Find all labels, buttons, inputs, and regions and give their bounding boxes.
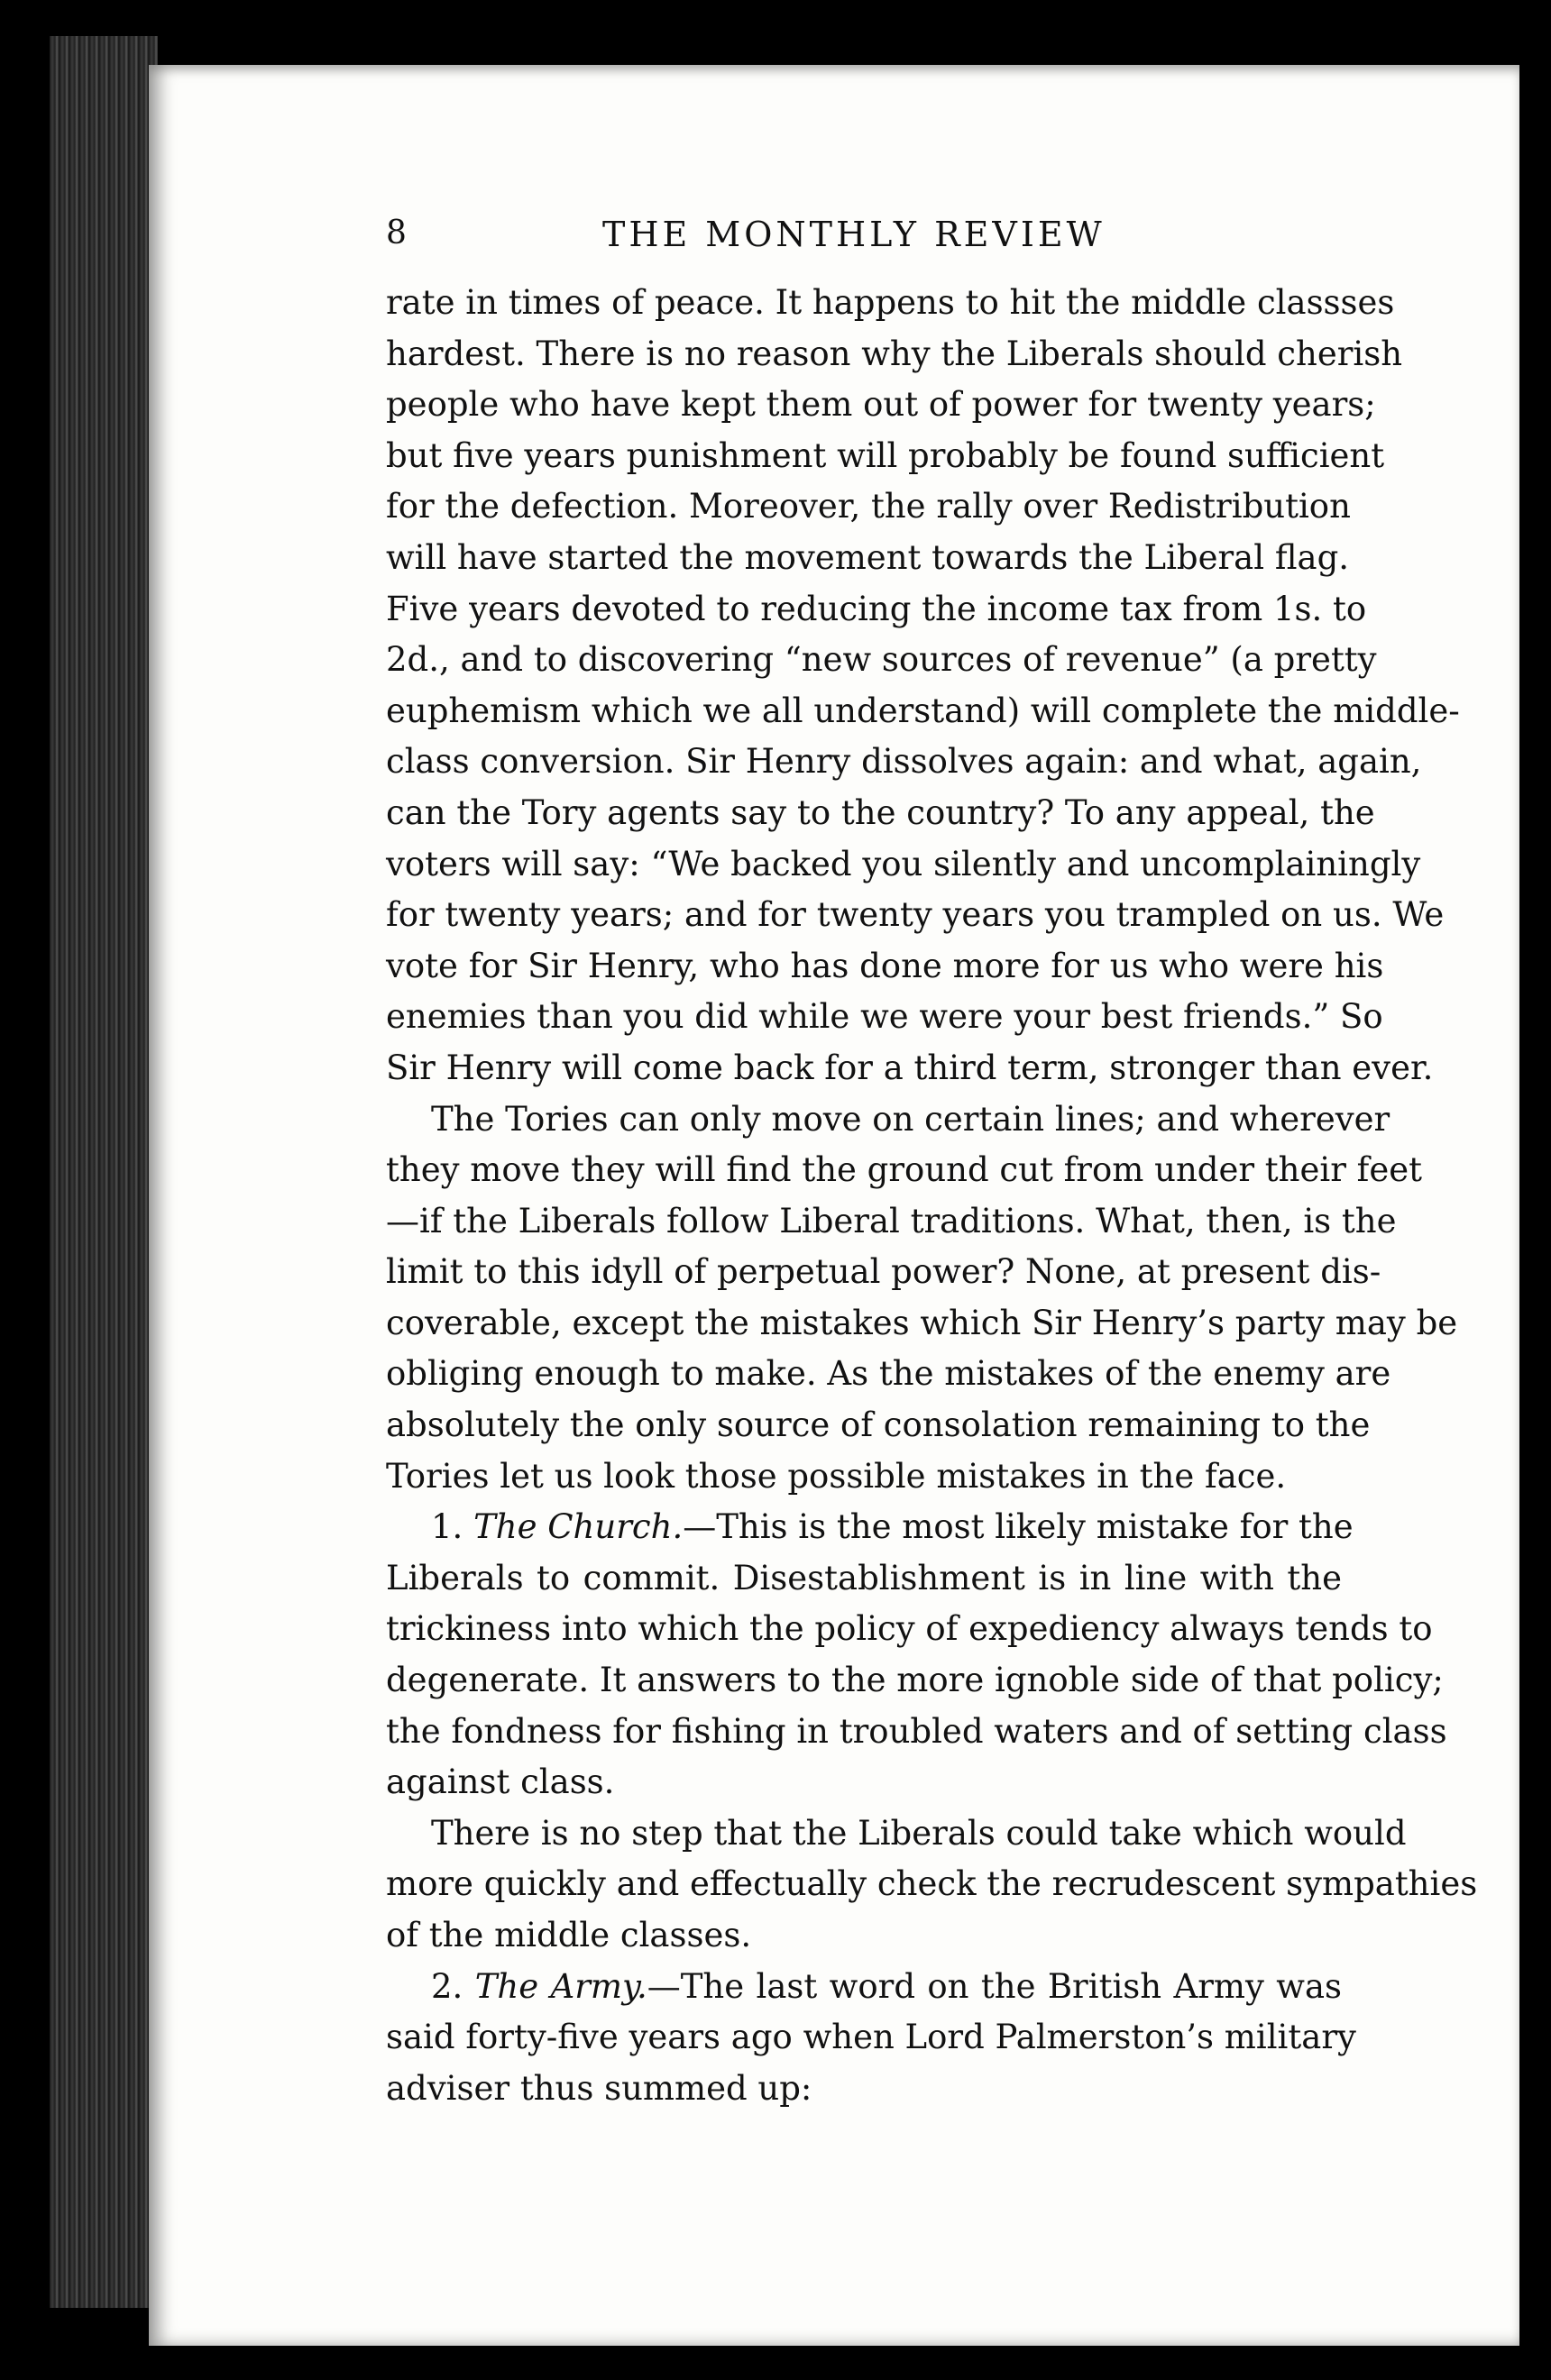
section-heading-line xyxy=(386,1502,1354,1553)
text-line: —if the Liberals follow Liberal traditions. What, then, is the xyxy=(386,1201,1397,1240)
text-line: coverable, except the mistakes which Sir Henry’s party may be xyxy=(386,1303,1458,1342)
text-fragment: —The last word on the British Army was xyxy=(647,1966,1342,2006)
body-text xyxy=(386,278,1478,2114)
text-line: but five years punishment will probably be found sufficient xyxy=(386,435,1385,475)
paragraph-1 xyxy=(386,278,1460,1094)
text-line: they move they will find the ground cut from under their feet xyxy=(386,1150,1423,1190)
text-line: Sir Henry will come back for a third term, stronger than ever. xyxy=(386,1048,1434,1087)
text-line: class conversion. Sir Henry dissolves again: and what, again, xyxy=(386,742,1422,782)
text-line: for the defection. Moreover, the rally over Redistribution xyxy=(386,487,1351,526)
section-number: 1. xyxy=(431,1507,463,1547)
text-line: obliging enough to make. As the mistakes of the enemy are xyxy=(386,1354,1391,1394)
text-line: degenerate. It answers to the more ignoble side of that policy; xyxy=(386,1661,1444,1700)
text-line: the fondness for fishing in troubled waters and of setting class xyxy=(386,1711,1447,1751)
text-line: more quickly and effectually check the recrudescent sympathies xyxy=(386,1864,1478,1904)
text-line: absolutely the only source of consolation remaining to the xyxy=(386,1405,1371,1445)
paragraph-church xyxy=(386,1502,1447,1808)
text-line: trickiness into which the policy of expediency always tends to xyxy=(386,1609,1433,1649)
text-line: said forty-five years ago when Lord Palmerston’s military xyxy=(386,2018,1356,2057)
section-number: 2. xyxy=(431,1966,463,2006)
text-line: for twenty years; and for twenty years you trampled on us. We xyxy=(386,895,1445,935)
text-line: limit to this idyll of perpetual power? None, at present dis- xyxy=(386,1252,1381,1292)
text-line: vote for Sir Henry, who has done more for us who were his xyxy=(386,946,1384,985)
text-line: adviser thus summed up: xyxy=(386,2068,812,2108)
text-line: Liberals to commit. Disestablishment is in line with the xyxy=(386,1558,1342,1597)
text-fragment: —This is the most likely mistake for the xyxy=(683,1507,1354,1547)
page-number: 8 xyxy=(386,215,408,252)
text-line: can the Tory agents say to the country? To any appeal, the xyxy=(386,792,1375,832)
book-spine-edge xyxy=(50,36,158,2308)
section-heading: The Church. xyxy=(473,1507,684,1547)
section-heading: The Army. xyxy=(474,1966,647,2006)
text-line: The Tories can only move on certain lines; and wherever xyxy=(431,1099,1390,1139)
text-line: rate in times of peace. It happens to hit the middle classses xyxy=(386,283,1395,322)
paragraph-army xyxy=(386,1962,1356,2115)
text-line: people who have kept them out of power for twenty years; xyxy=(386,385,1376,425)
text-line: enemies than you did while we were your best friends.” So xyxy=(386,997,1383,1037)
running-head xyxy=(242,215,1459,269)
paragraph-2 xyxy=(386,1094,1458,1503)
text-line: hardest. There is no reason why the Liberals should cherish xyxy=(386,334,1403,373)
text-line: There is no step that the Liberals could take which would xyxy=(431,1813,1407,1853)
page-content xyxy=(242,215,1478,2108)
running-title: THE MONTHLY REVIEW xyxy=(602,215,1106,254)
text-line: of the middle classes. xyxy=(386,1916,752,1954)
text-line: will have started the movement towards the Liberal flag. xyxy=(386,537,1350,577)
text-line: Five years devoted to reducing the income tax from 1s. to xyxy=(386,589,1367,628)
text-line: euphemism which we all understand) will complete the middle- xyxy=(386,691,1460,730)
text-line: 2d., and to discovering “new sources of revenue” (a pretty xyxy=(386,640,1377,680)
section-heading-line xyxy=(386,1962,1342,2013)
text-line: voters will say: “We backed you silently and uncomplainingly xyxy=(386,844,1421,883)
text-line: against class. xyxy=(386,1762,615,1802)
paragraph-4 xyxy=(386,1808,1478,1962)
text-line: Tories let us look those possible mistakes in the face. xyxy=(386,1456,1287,1496)
